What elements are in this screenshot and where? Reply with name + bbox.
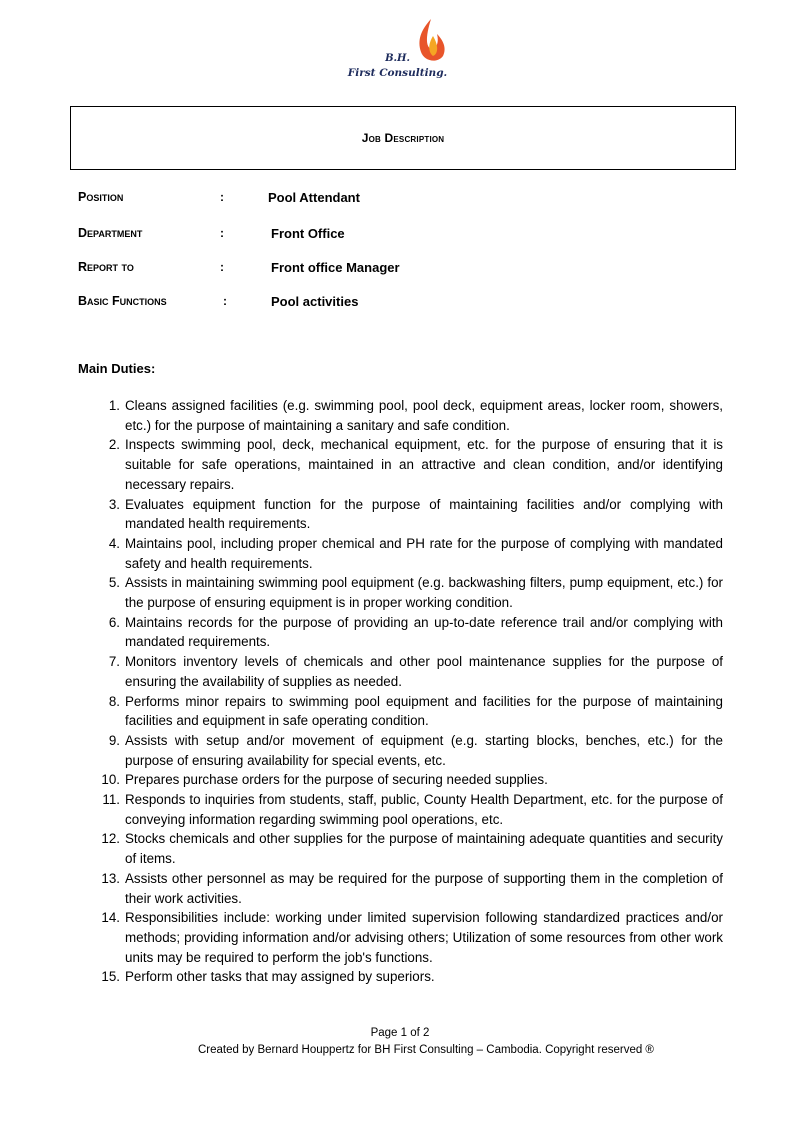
duty-number: 11. [102, 792, 120, 808]
duty-item [78, 396, 723, 435]
duty-number: 5. [108, 575, 120, 591]
duty-text: Stocks chemicals and other supplies for the purpose of maintaining adequate quantities and security of items. [125, 831, 723, 867]
duty-text: Responsibilities include: working under limited supervision following standardized practices and/or methods; providing information and/or advising others; Utilization of some resources from other work units may be required to perform the job's functions. [125, 910, 723, 965]
position-label: Position [78, 190, 124, 204]
title-box [70, 106, 736, 170]
duty-text: Inspects swimming pool, deck, mechanical equipment, etc. for the purpose of ensuring that it is suitable for safe operations, maintained in an attractive and clean condition, and/or identifying necessary repairs. [125, 437, 723, 492]
duty-item [78, 967, 723, 987]
duty-text: Assists other personnel as may be required for the purpose of supporting them in the completion of their work activities. [125, 870, 723, 906]
duty-item [78, 908, 723, 967]
logo-line-2: First Consulting. [347, 67, 448, 79]
duty-text: Maintains records for the purpose of providing an up-to-date reference trail and/or complying with mandated requirements. [125, 614, 723, 650]
duty-text: Performs minor repairs to swimming pool equipment and facilities for the purpose of maintaining facilities and equipment in safe operating condition. [125, 693, 723, 729]
duty-number: 12. [101, 831, 120, 847]
duty-number: 2. [108, 437, 120, 453]
duty-text: Assists in maintaining swimming pool equipment (e.g. backwashing filters, pump equipment, etc.) for the purpose of ensuring equipment is in proper working condition. [125, 575, 723, 611]
duty-item [78, 652, 723, 691]
copyright-footer: Created by Bernard Houppertz for BH First Consulting – Cambodia. Copyright reserved ® [198, 1044, 654, 1056]
duty-item [78, 790, 723, 829]
duty-number: 15. [101, 969, 120, 985]
basic-functions-colon: : [223, 294, 227, 308]
duty-number: 4. [108, 535, 120, 551]
basic-functions-label: Basic Functions [78, 294, 167, 308]
duty-number: 7. [108, 654, 120, 670]
page-number: Page 1 of 2 [370, 1027, 430, 1039]
department-colon: : [220, 226, 224, 240]
duty-item [78, 495, 723, 534]
duty-number: 14. [101, 910, 120, 926]
report-to-value: Front office Manager [271, 260, 400, 275]
duty-item [78, 692, 723, 731]
position-colon: : [220, 190, 224, 204]
duty-number: 6. [108, 614, 120, 630]
duty-number: 10. [101, 772, 120, 788]
duty-text: Prepares purchase orders for the purpose of securing needed supplies. [125, 772, 548, 788]
department-value: Front Office [271, 226, 345, 241]
duty-item [78, 770, 723, 790]
duty-item [78, 573, 723, 612]
duty-number: 9. [108, 732, 120, 748]
duty-number: 3. [108, 496, 120, 512]
report-to-label: Report to [78, 260, 134, 274]
position-value: Pool Attendant [268, 190, 360, 205]
basic-functions-value: Pool activities [271, 294, 359, 309]
department-label: Department [78, 226, 143, 240]
company-logo [340, 18, 460, 93]
duties-list [78, 396, 723, 987]
report-to-colon: : [220, 260, 224, 274]
duty-number: 1. [108, 398, 120, 413]
duty-number: 8. [108, 693, 120, 709]
duty-item [78, 731, 723, 770]
duty-text: Perform other tasks that may assigned by superiors. [125, 969, 435, 985]
duty-text: Evaluates equipment function for the purpose of maintaining facilities and/or complying with mandated health requirements. [125, 496, 723, 532]
duty-text: Monitors inventory levels of chemicals and other pool maintenance supplies for the purpose of ensuring the availability of supplies as needed. [125, 654, 723, 689]
duty-number: 13. [101, 870, 120, 886]
logo-text [340, 52, 455, 80]
logo-line-1: B.H. [385, 53, 410, 64]
duty-text: Assists with setup and/or movement of equipment (e.g. starting blocks, benches, etc.) for the purpose of ensuring availability for special events, etc. [125, 732, 723, 768]
document-title: Job Description [361, 131, 445, 145]
duty-item [78, 435, 723, 494]
main-duties-heading: Main Duties: [78, 361, 156, 376]
duty-text: Responds to inquiries from students, staff, public, County Health Department, etc. for the purpose of conveying information regarding swimming pool operations, etc. [125, 792, 723, 827]
duty-item [78, 534, 723, 573]
duty-text: Maintains pool, including proper chemical and PH rate for the purpose of complying with mandated safety and health requirements. [125, 535, 723, 571]
duty-item [78, 613, 723, 652]
duty-text: Cleans assigned facilities (e.g. swimming pool, pool deck, equipment areas, locker room, showers, etc.) for the purpose of maintaining a sanitary and safe condition. [125, 398, 723, 433]
duty-item [78, 829, 723, 868]
duty-item [78, 869, 723, 908]
